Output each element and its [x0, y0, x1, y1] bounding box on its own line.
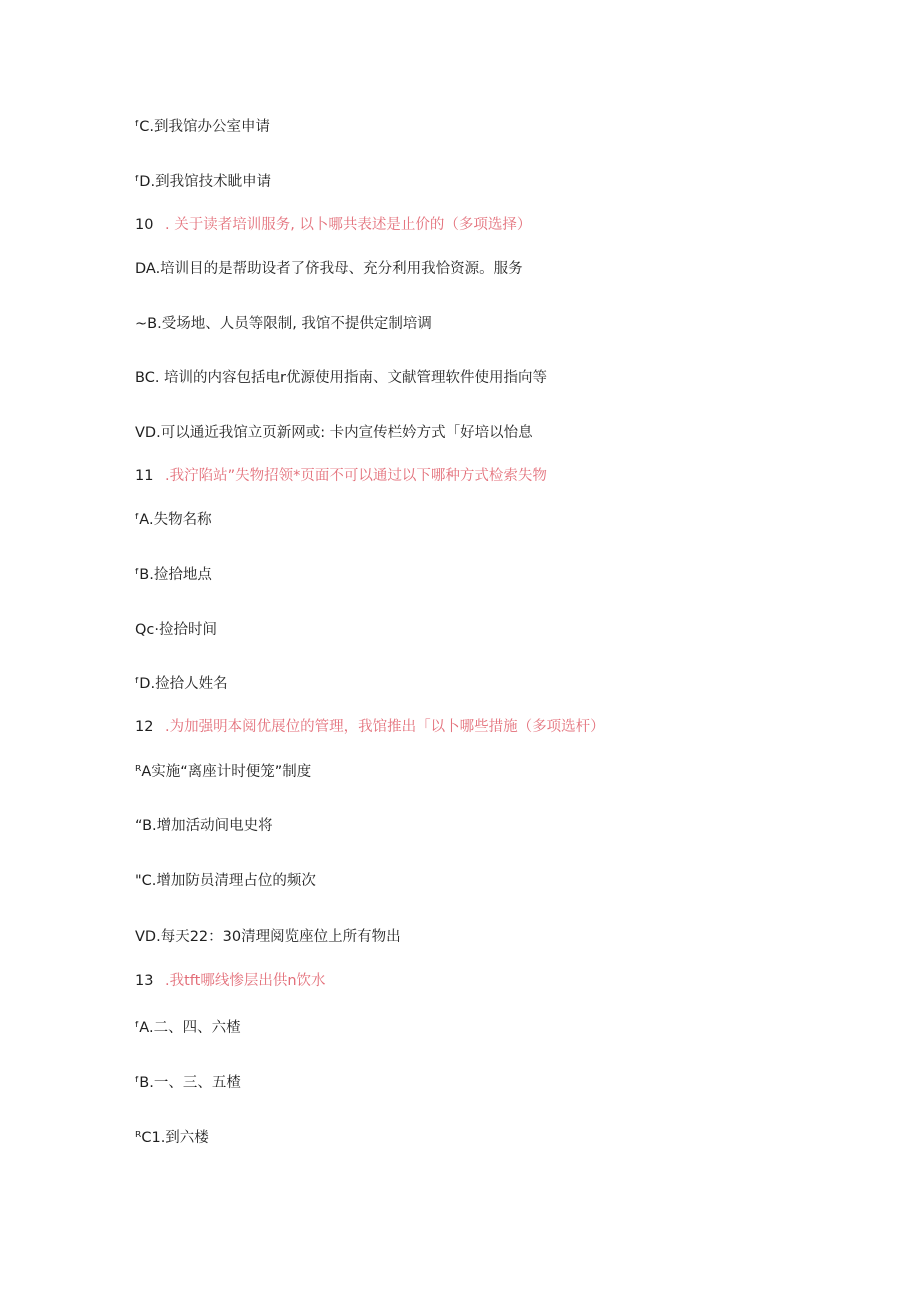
question-line — [135, 215, 531, 235]
option-line: ᶠC.到我馆办公室申请 — [135, 119, 271, 135]
question-text: .我tft哪线惨层出供n饮水 — [165, 973, 326, 989]
option-line: "C.增加防员清理占位的频次 — [135, 873, 316, 889]
question-text: . 关于读者培训服务, 以卜哪共表述是止价的（多项选择） — [165, 217, 532, 233]
question-line — [135, 971, 326, 991]
option-line: VD.可以通近我馆立页新网或: 卡内宣传栏妗方式「好培以怡息 — [135, 425, 533, 441]
option-line: “B.增加活动间电史将 — [135, 818, 273, 834]
option-line: ᴿA实施“离座计时便笼”制度 — [135, 764, 312, 780]
question-number: 12 — [135, 719, 154, 735]
option-line: VD.每天22：30清理阅览座位上所有物出 — [135, 929, 401, 945]
option-line: ᶠA.失物名称 — [135, 512, 212, 528]
option-line: BC. 培训的内容包括电r优源使用指南、文献管理软件使用指向等 — [135, 370, 547, 386]
option-line: ~B.受场地、人员等限制, 我馆不提供定制培调 — [135, 316, 432, 332]
option-line: DA.培训目的是帮助设者了侪我母、充分利用我恰资源。服务 — [135, 261, 523, 277]
option-line: Qc·捡拾时间 — [135, 622, 217, 638]
option-line: ᶠB.一、三、五楂 — [135, 1075, 241, 1091]
option-line: ᶠA.二、四、六楂 — [135, 1020, 241, 1036]
question-text: .我泞陷站”失物招领*页面不可以通过以下哪种方式检索失物 — [165, 468, 547, 484]
option-line: ᴿC1.到六楼 — [135, 1130, 209, 1146]
question-number: 10 — [135, 217, 154, 233]
question-text: .为加强明本阅优展位的管理，我馆推出「以卜哪些措施（多项选杆） — [165, 719, 605, 735]
question-number: 13 — [135, 973, 154, 989]
option-line: ᶠD.到我馆技术眦申请 — [135, 174, 272, 190]
option-line: ᶠD.捡拾人姓名 — [135, 676, 228, 692]
option-line: ᶠB.捡拾地点 — [135, 567, 212, 583]
question-line — [135, 717, 605, 737]
question-number: 11 — [135, 468, 154, 484]
question-line — [135, 466, 547, 486]
